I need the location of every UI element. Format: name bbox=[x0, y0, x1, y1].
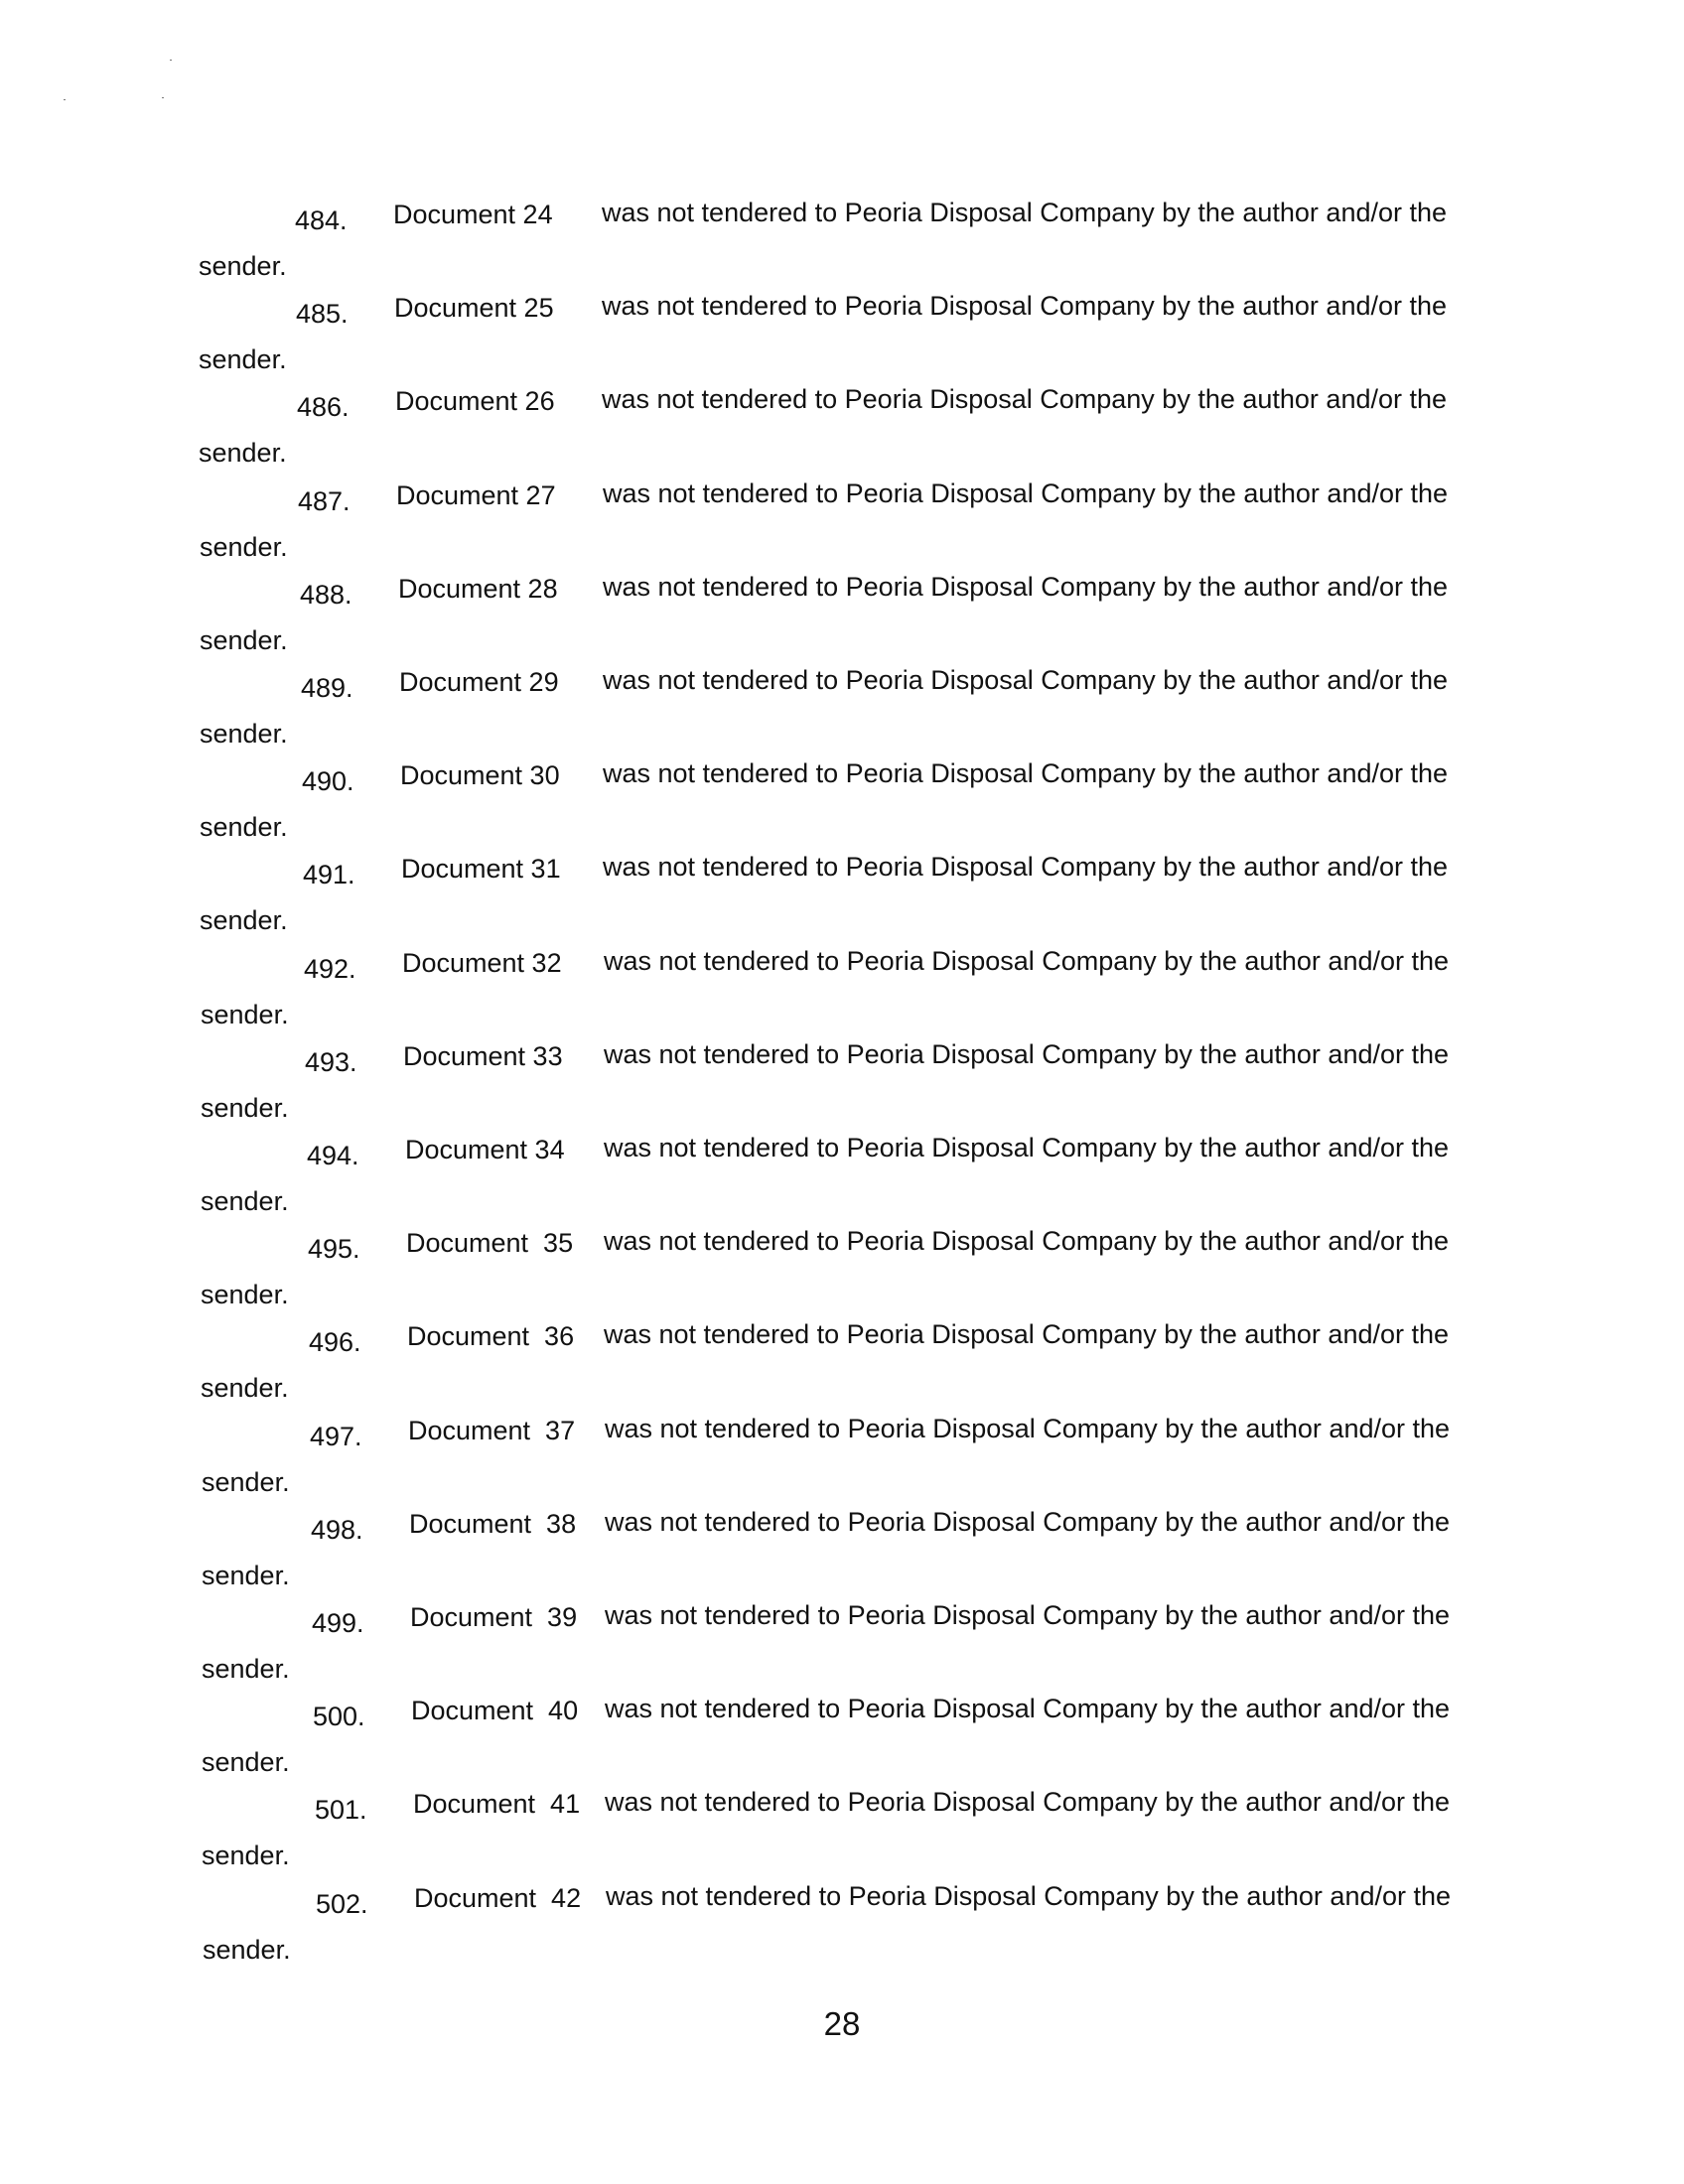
document-reference: Document 33 bbox=[403, 1041, 563, 1071]
paragraph bbox=[0, 852, 1684, 951]
paragraph-number: 487. bbox=[298, 486, 351, 516]
paragraph bbox=[0, 1507, 1684, 1606]
paragraph-text: was not tendered to Peoria Disposal Company by the author and/or the bbox=[604, 1319, 1450, 1349]
paragraph bbox=[0, 572, 1684, 671]
paragraph-text: was not tendered to Peoria Disposal Company by the author and/or the bbox=[603, 665, 1449, 695]
paragraph-continuation: sender. bbox=[201, 1093, 289, 1123]
paragraph-text: was not tendered to Peoria Disposal Company by the author and/or the bbox=[602, 198, 1448, 227]
paragraph-continuation: sender. bbox=[200, 532, 288, 562]
paragraph-text: was not tendered to Peoria Disposal Company by the author and/or the bbox=[602, 384, 1448, 414]
paragraph bbox=[0, 1414, 1684, 1513]
paragraph bbox=[0, 946, 1684, 1045]
paragraph bbox=[0, 1694, 1684, 1793]
paragraph-number: 495. bbox=[308, 1234, 360, 1264]
document-reference: Document 35 bbox=[406, 1228, 574, 1258]
paragraph-text: was not tendered to Peoria Disposal Company by the author and/or the bbox=[603, 852, 1449, 882]
paragraph-continuation: sender. bbox=[201, 1373, 289, 1403]
document-reference: Document 31 bbox=[401, 854, 561, 884]
paragraph bbox=[0, 1226, 1684, 1325]
paragraph-number: 501. bbox=[315, 1795, 367, 1825]
document-reference: Document 36 bbox=[407, 1321, 575, 1351]
paragraph-continuation: sender. bbox=[201, 1000, 289, 1029]
paragraph bbox=[0, 1039, 1684, 1139]
paragraph bbox=[0, 1881, 1684, 1980]
document-reference: Document 29 bbox=[399, 667, 559, 697]
paragraph-continuation: sender. bbox=[200, 719, 288, 749]
paragraph-text: was not tendered to Peoria Disposal Company by the author and/or the bbox=[603, 572, 1449, 602]
paragraph-text: was not tendered to Peoria Disposal Company by the author and/or the bbox=[603, 478, 1449, 508]
paragraph-number: 488. bbox=[300, 580, 352, 610]
document-reference: Document 26 bbox=[395, 386, 555, 416]
paragraph bbox=[0, 384, 1684, 483]
paragraph-number: 499. bbox=[312, 1608, 364, 1638]
paragraph-continuation: sender. bbox=[202, 1467, 290, 1497]
page-number: 28 bbox=[823, 2005, 861, 2042]
paragraph-text: was not tendered to Peoria Disposal Company by the author and/or the bbox=[604, 1133, 1450, 1162]
paragraph-text: was not tendered to Peoria Disposal Company by the author and/or the bbox=[605, 1600, 1451, 1630]
document-reference: Document 30 bbox=[400, 760, 560, 790]
paragraph-continuation: sender. bbox=[199, 344, 287, 374]
paragraph-continuation: sender. bbox=[202, 1747, 290, 1777]
paragraph-number: 493. bbox=[305, 1047, 357, 1077]
document-reference: Document 34 bbox=[405, 1135, 565, 1164]
document-reference: Document 42 bbox=[414, 1883, 582, 1913]
document-reference: Document 28 bbox=[398, 574, 558, 604]
paragraph bbox=[0, 1319, 1684, 1419]
paragraph-number: 491. bbox=[303, 860, 355, 889]
paragraph-text: was not tendered to Peoria Disposal Company by the author and/or the bbox=[605, 1787, 1451, 1817]
paragraph-number: 502. bbox=[316, 1889, 368, 1919]
paragraph-number: 500. bbox=[313, 1702, 365, 1731]
paragraph-continuation: sender. bbox=[200, 625, 288, 655]
paragraph-text: was not tendered to Peoria Disposal Company by the author and/or the bbox=[604, 946, 1450, 976]
paragraph-continuation: sender. bbox=[199, 438, 287, 468]
paragraph-number: 485. bbox=[296, 299, 349, 329]
paragraph bbox=[0, 1787, 1684, 1886]
paragraph bbox=[0, 758, 1684, 858]
paragraph-continuation: sender. bbox=[199, 251, 287, 281]
document-reference: Document 24 bbox=[393, 200, 553, 229]
paragraph-number: 496. bbox=[309, 1327, 361, 1357]
paragraph-text: was not tendered to Peoria Disposal Company by the author and/or the bbox=[606, 1881, 1452, 1911]
paragraph-continuation: sender. bbox=[202, 1561, 290, 1590]
paragraph-number: 498. bbox=[311, 1515, 363, 1545]
paragraph-number: 494. bbox=[307, 1141, 359, 1170]
paragraph-number: 489. bbox=[301, 673, 353, 703]
paragraph-continuation: sender. bbox=[200, 812, 288, 842]
paragraph-number: 490. bbox=[302, 766, 354, 796]
paragraph-text: was not tendered to Peoria Disposal Company by the author and/or the bbox=[604, 1039, 1450, 1069]
document-reference: Document 27 bbox=[396, 480, 556, 510]
paragraph bbox=[0, 1600, 1684, 1700]
document-reference: Document 25 bbox=[394, 293, 554, 323]
paragraph bbox=[0, 1133, 1684, 1232]
paragraph-text: was not tendered to Peoria Disposal Company by the author and/or the bbox=[603, 758, 1449, 788]
document-reference: Document 39 bbox=[410, 1602, 578, 1632]
paragraph-continuation: sender. bbox=[202, 1841, 290, 1870]
paragraph-continuation: sender. bbox=[202, 1654, 290, 1684]
document-reference: Document 32 bbox=[402, 948, 562, 978]
paragraph-text: was not tendered to Peoria Disposal Company by the author and/or the bbox=[602, 291, 1448, 321]
paragraph-continuation: sender. bbox=[201, 1186, 289, 1216]
paragraph-continuation: sender. bbox=[203, 1935, 291, 1965]
document-reference: Document 40 bbox=[411, 1696, 579, 1725]
paragraph-number: 486. bbox=[297, 392, 350, 422]
document-reference: Document 41 bbox=[413, 1789, 581, 1819]
paragraph-text: was not tendered to Peoria Disposal Company by the author and/or the bbox=[605, 1694, 1451, 1723]
paragraph-continuation: sender. bbox=[200, 905, 288, 935]
paragraph bbox=[0, 198, 1684, 297]
paragraph bbox=[0, 291, 1684, 390]
paragraph-number: 497. bbox=[310, 1422, 362, 1451]
paragraph-text: was not tendered to Peoria Disposal Company by the author and/or the bbox=[605, 1414, 1451, 1443]
paragraph-number: 484. bbox=[295, 205, 348, 235]
paragraph-text: was not tendered to Peoria Disposal Company by the author and/or the bbox=[605, 1507, 1451, 1537]
document-reference: Document 37 bbox=[408, 1416, 576, 1445]
paragraph-continuation: sender. bbox=[201, 1280, 289, 1309]
paragraph bbox=[0, 478, 1684, 578]
paragraph bbox=[0, 665, 1684, 764]
paragraph-number: 492. bbox=[304, 954, 356, 984]
document-reference: Document 38 bbox=[409, 1509, 577, 1539]
paragraph-text: was not tendered to Peoria Disposal Company by the author and/or the bbox=[604, 1226, 1450, 1256]
